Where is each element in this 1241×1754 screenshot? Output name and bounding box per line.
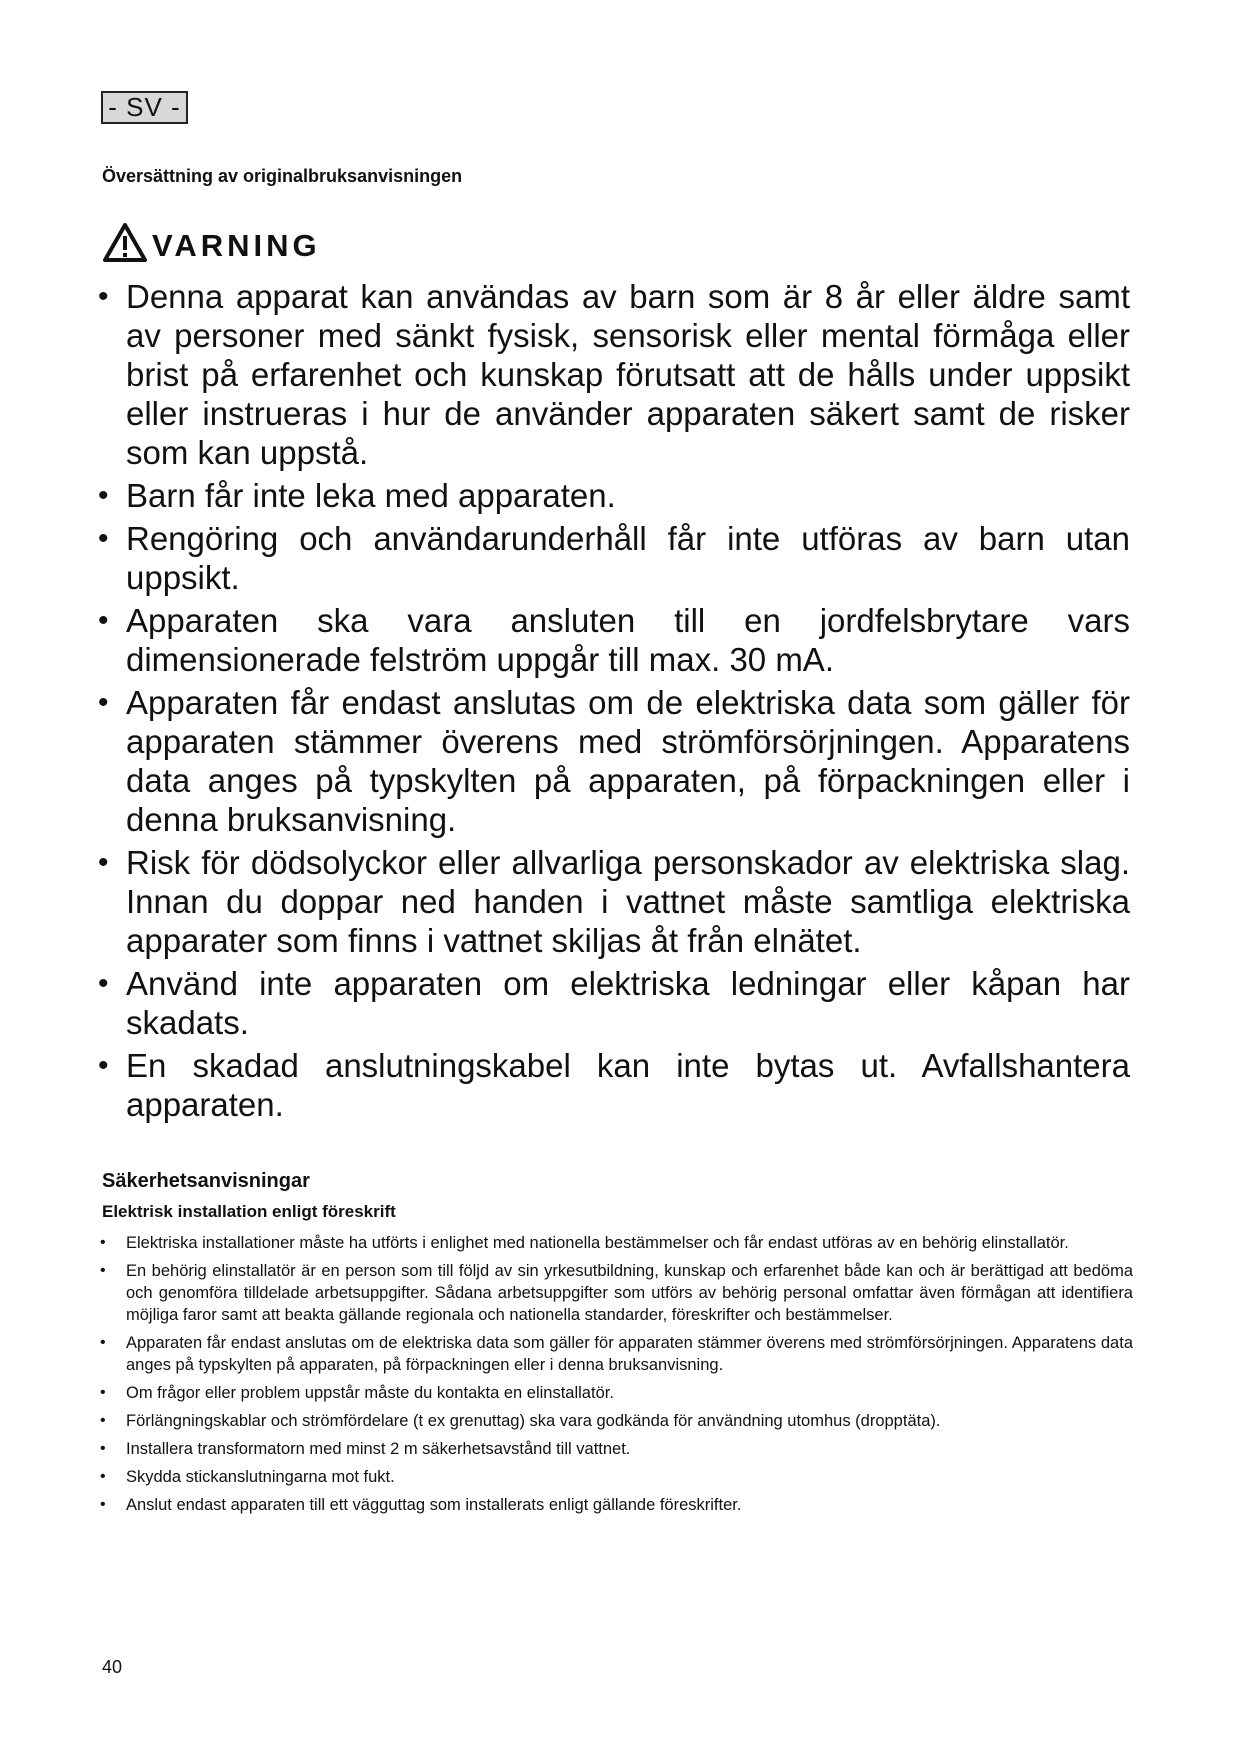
list-item: • Skydda stickanslutningarna mot fukt. (100, 1468, 395, 1486)
safety-item-text: Förlängningskablar och strömfördelare (t ex grenuttag) ska vara godkända för användning utomhus (dropptäta). (126, 1412, 941, 1430)
warning-item-text: Apparaten ska vara ansluten till en jordfelsbrytare vars dimensionerade felström uppgår till max. 30 mA. (126, 602, 1130, 678)
list-item: • Apparaten får endast anslutas om de elektriska data som gäller för apparaten stämmer överens med strömförsörjningen. Apparatens data anges på typskylten på apparaten, på förpackningen eller i denna bruksanvisning. (98, 684, 1130, 838)
warning-item-text: En skadad anslutningskabel kan inte bytas ut. Avfallshantera apparaten. (126, 1047, 1130, 1123)
list-item: • Rengöring och användarunderhåll får inte utföras av barn utan uppsikt. (98, 520, 1130, 596)
safety-item-text: Installera transformatorn med minst 2 m säkerhetsavstånd till vattnet. (126, 1440, 631, 1458)
list-item: • Apparaten får endast anslutas om de elektriska data som gäller för apparaten stämmer överens med strömförsörjningen. Apparatens data anges på typskylten på apparaten, på förpackningen eller i denna bruksanvisning. (100, 1334, 1133, 1374)
list-item: • Elektriska installationer måste ha utförts i enlighet med nationella bestämmelser och får endast utföras av en behörig elinstallatör. (100, 1234, 1069, 1252)
list-item: • En behörig elinstallatör är en person som till följd av sin yrkesutbildning, kunskap och erfarenhet både kan och är berättigad att bedöma och genomföra tilldelade arbetsuppgifter. Sådana arbetsuppgifter som utförs av behörig personal omfattar även förmågan att identifiera möjliga faror samt att beakta gällande regionala och nationella standarder, föreskrifter och bestämmelser. (100, 1262, 1133, 1324)
list-item: • Förlängningskablar och strömfördelare (t ex grenuttag) ska vara godkända för användning utomhus (dropptäta). (100, 1412, 941, 1430)
warning-title: VARNING (152, 228, 321, 263)
warning-item-text: Rengöring och användarunderhåll får inte utföras av barn utan uppsikt. (126, 520, 1130, 596)
page-number: 40 (102, 1657, 123, 1677)
list-item: • Barn får inte leka med apparaten. (98, 477, 616, 514)
safety-item-text: Elektriska installationer måste ha utförts i enlighet med nationella bestämmelser och får endast utföras av en behörig elinstallatör. (126, 1234, 1069, 1252)
list-item: • Om frågor eller problem uppstår måste du kontakta en elinstallatör. (100, 1384, 614, 1402)
warning-list (98, 277, 1130, 1128)
safety-item-text: Om frågor eller problem uppstår måste du kontakta en elinstallatör. (126, 1384, 614, 1402)
list-item: • Använd inte apparaten om elektriska ledningar eller kåpan har skadats. (98, 965, 1130, 1041)
language-tag: - SV - (101, 91, 188, 124)
warning-item-text: Denna apparat kan användas av barn som är 8 år eller äldre samt av personer med sänkt fysisk, sensorisk eller mental förmåga eller brist på erfarenhet och kunskap förutsatt att de hålls under uppsikt eller instrueras i hur de använder apparaten säkert samt de risker som kan uppstå. (126, 278, 1130, 471)
warning-triangle-icon (102, 222, 148, 264)
section-subtitle: Elektrisk installation enligt föreskrift (102, 1202, 396, 1221)
list-item: • Anslut endast apparaten till ett vägguttag som installerats enligt gällande föreskrifter. (100, 1496, 742, 1514)
document-subtitle: Översättning av originalbruksanvisningen (102, 166, 463, 186)
warning-item-text: Använd inte apparaten om elektriska ledningar eller kåpan har skadats. (126, 965, 1130, 1041)
safety-item-text: Anslut endast apparaten till ett vägguttag som installerats enligt gällande föreskrifter. (126, 1496, 742, 1514)
list-item: • Denna apparat kan användas av barn som är 8 år eller äldre samt av personer med sänkt fysisk, sensorisk eller mental förmåga eller brist på erfarenhet och kunskap förutsatt att de hålls under uppsikt eller instrueras i hur de använder apparaten säkert samt de risker som kan uppstå. (98, 278, 1130, 471)
list-item: • En skadad anslutningskabel kan inte bytas ut. Avfallshantera apparaten. (98, 1047, 1130, 1123)
list-item: • Risk för dödsolyckor eller allvarliga personskador av elektriska slag. Innan du doppar ned handen i vattnet måste samtliga elektriska apparater som finns i vattnet skiljas åt från elnätet. (98, 844, 1130, 959)
warning-heading (102, 214, 321, 264)
safety-item-text: En behörig elinstallatör är en person som till följd av sin yrkesutbildning, kunskap och erfarenhet både kan och är berättigad att bedöma och genomföra tilldelade arbetsuppgifter. Sådana arbetsuppgifter som utförs av behörig personal omfattar även förmågan att identifiera möjliga faror samt att beakta gällande regionala och nationella standarder, föreskrifter och bestämmelser. (126, 1262, 1133, 1324)
list-item: • Apparaten ska vara ansluten till en jordfelsbrytare vars dimensionerade felström uppgår till max. 30 mA. (98, 602, 1130, 678)
safety-item-text: Skydda stickanslutningarna mot fukt. (126, 1468, 395, 1486)
safety-item-text: Apparaten får endast anslutas om de elektriska data som gäller för apparaten stämmer överens med strömförsörjningen. Apparatens data anges på typskylten på apparaten, på förpackningen eller i denna bruksanvisning. (126, 1334, 1133, 1374)
warning-item-text: Risk för dödsolyckor eller allvarliga personskador av elektriska slag. Innan du doppar ned handen i vattnet måste samtliga elektriska apparater som finns i vattnet skiljas åt från elnätet. (126, 844, 1130, 959)
warning-item-text: Barn får inte leka med apparaten. (126, 477, 616, 514)
warning-item-text: Apparaten får endast anslutas om de elektriska data som gäller för apparaten stämmer överens med strömförsörjningen. Apparatens data anges på typskylten på apparaten, på förpackningen eller i denna bruksanvisning. (126, 684, 1130, 838)
safety-list (98, 1232, 1133, 1522)
section-title: Säkerhetsanvisningar (102, 1170, 310, 1192)
list-item: • Installera transformatorn med minst 2 m säkerhetsavstånd till vattnet. (100, 1440, 631, 1458)
